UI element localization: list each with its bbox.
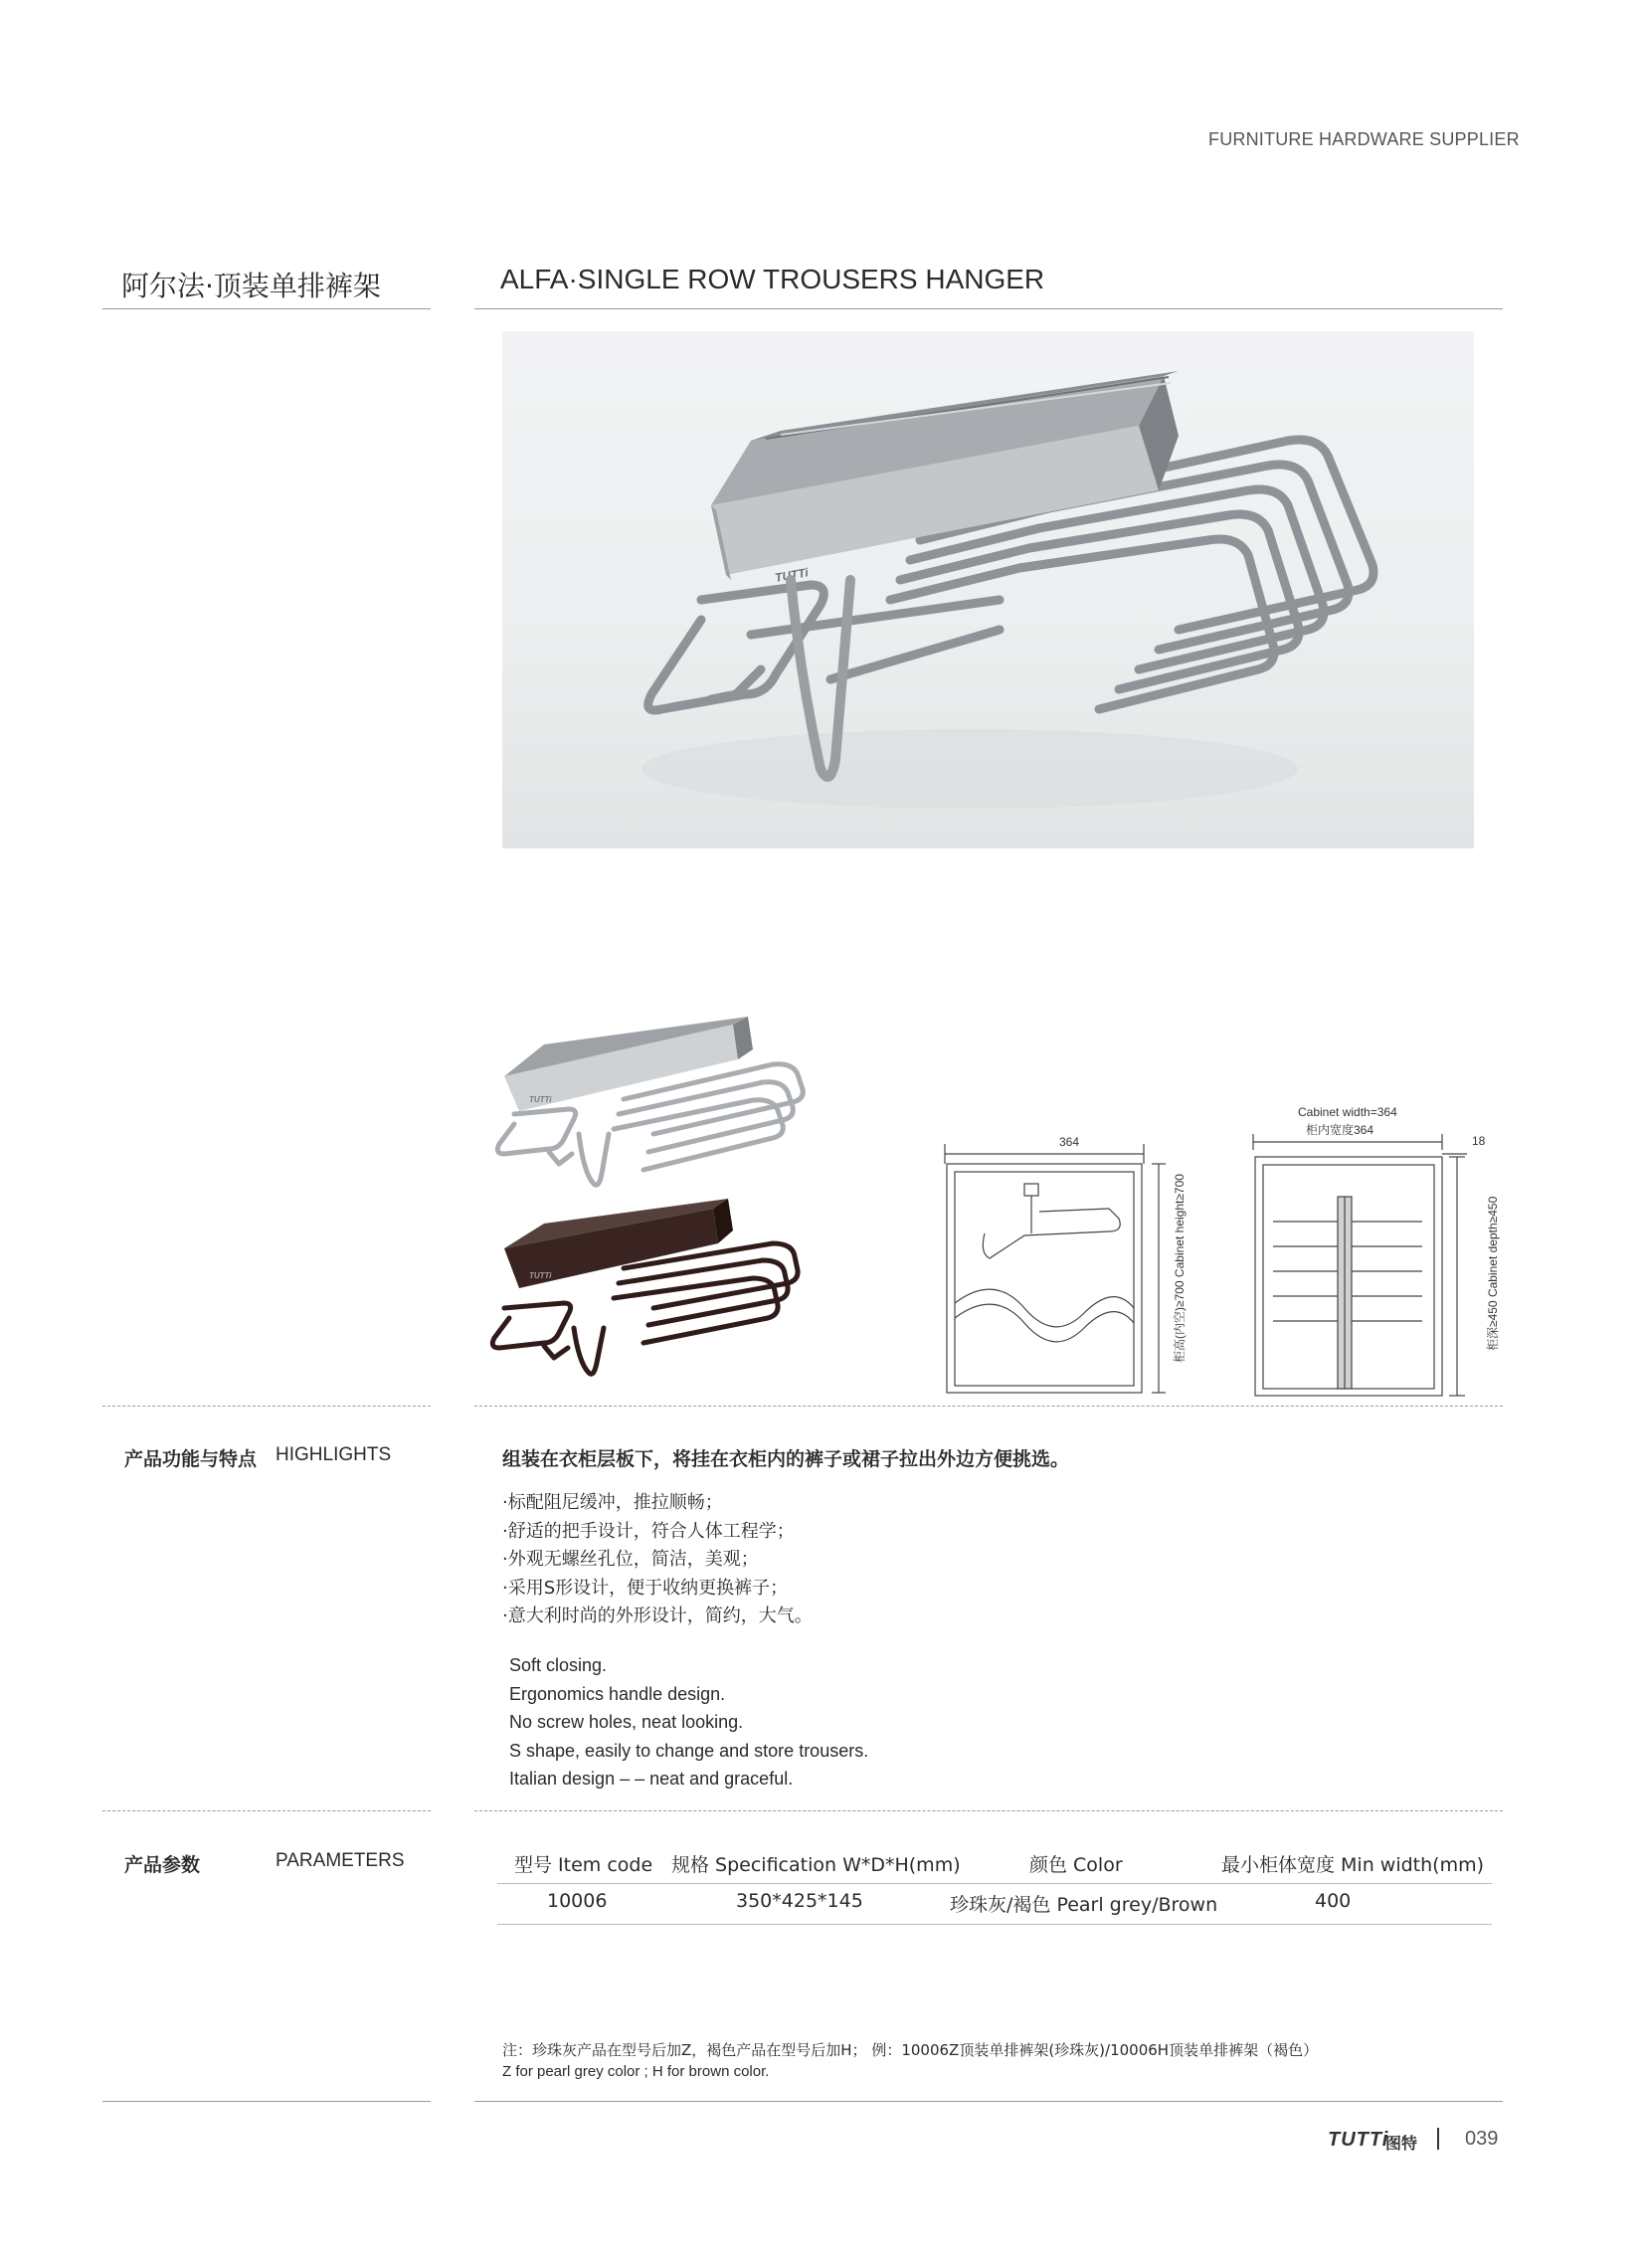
table-cell-item-code: 10006 bbox=[547, 1890, 608, 1912]
table-cell-specification: 350*425*145 bbox=[736, 1890, 863, 1912]
page-number: 039 bbox=[1465, 2128, 1499, 2150]
header-tagline: FURNITURE HARDWARE SUPPLIER bbox=[1208, 129, 1520, 149]
highlight-en-item: Soft closing. bbox=[509, 1655, 608, 1675]
highlight-en-item: S shape, easily to change and store trousers. bbox=[509, 1740, 869, 1761]
title-en: ALFA·SINGLE ROW TROUSERS HANGER bbox=[500, 264, 1045, 294]
footer-brand-logo: TUTTi bbox=[1328, 2129, 1389, 2151]
front-dimension-drawing bbox=[935, 1124, 1193, 1403]
highlights-en-list bbox=[509, 1651, 868, 1794]
table-header-min-width: 最小柜体宽度 Min width(mm) bbox=[1221, 1854, 1485, 1876]
table-cell-min-width: 400 bbox=[1315, 1890, 1352, 1912]
table-header-specification: 规格 Specification W*D*H(mm) bbox=[671, 1854, 961, 1876]
note-en: Z for pearl grey color ; H for brown color. bbox=[502, 2063, 770, 2080]
table-bottom-rule bbox=[497, 1924, 1492, 1925]
footer-separator bbox=[1437, 2128, 1439, 2150]
highlight-en-item: Ergonomics handle design. bbox=[509, 1683, 726, 1704]
highlights-rule-left bbox=[102, 1406, 431, 1407]
parameters-rule-right bbox=[474, 1810, 1503, 1811]
highlight-cn-item: ·采用S形设计，便于收纳更换裤子； bbox=[502, 1577, 789, 1599]
brown-variant-photo bbox=[484, 1199, 813, 1383]
main-product-photo bbox=[502, 331, 1474, 849]
notes-rule-right bbox=[474, 2101, 1503, 2102]
highlights-cn-list bbox=[502, 1489, 813, 1631]
side-offset-label: 18 bbox=[1472, 1134, 1486, 1148]
table-header-rule bbox=[497, 1883, 1492, 1884]
parameters-label-en: PARAMETERS bbox=[275, 1850, 405, 1871]
front-height-label: 柜高(内空)≥700 Cabinet height≥700 bbox=[1173, 1174, 1187, 1363]
parameters-label-cn: 产品参数 bbox=[124, 1854, 201, 1876]
table-cell-color: 珍珠灰/褐色 Pearl grey/Brown bbox=[950, 1894, 1218, 1916]
grey-variant-photo bbox=[484, 1015, 813, 1199]
main-photo-brand-mark: TUTTi bbox=[774, 565, 810, 585]
highlights-label-en: HIGHLIGHTS bbox=[275, 1444, 392, 1465]
title-cn: 阿尔法·顶装单排裤架 bbox=[121, 270, 381, 302]
highlights-rule-right bbox=[474, 1406, 1503, 1407]
highlights-intro: 组装在衣柜层板下，将挂在衣柜内的裤子或裙子拉出外边方便挑选。 bbox=[502, 1448, 1070, 1470]
highlight-cn-item: ·外观无螺丝孔位，简洁，美观； bbox=[502, 1549, 759, 1570]
parameters-rule-left bbox=[102, 1810, 431, 1811]
highlight-cn-item: ·意大利时尚的外形设计，简约，大气。 bbox=[502, 1606, 813, 1626]
brown-photo-brand-mark: TUTTi bbox=[529, 1271, 552, 1280]
table-header-color: 颜色 Color bbox=[1029, 1854, 1123, 1876]
table-header-item-code: 型号 Item code bbox=[514, 1854, 653, 1876]
note-cn: 注：珍珠灰产品在型号后加Z，褐色产品在型号后加H； 例：10006Z顶装单排裤架(珍珠灰)/10006H顶装单排裤架（褐色） bbox=[502, 2041, 1319, 2059]
highlight-en-item: No screw holes, neat looking. bbox=[509, 1712, 744, 1732]
front-width-label: 364 bbox=[1059, 1135, 1080, 1149]
title-rule-right bbox=[474, 308, 1503, 309]
highlights-label-cn: 产品功能与特点 bbox=[124, 1448, 258, 1470]
grey-photo-brand-mark: TUTTi bbox=[529, 1095, 552, 1104]
side-dimension-drawing bbox=[1228, 1102, 1507, 1403]
notes-rule-left bbox=[102, 2101, 431, 2102]
side-width-cn-label: 柜内宽度364 bbox=[1306, 1123, 1374, 1137]
highlight-en-item: Italian design – – neat and graceful. bbox=[509, 1769, 794, 1789]
title-rule-left bbox=[102, 308, 431, 309]
highlight-cn-item: ·舒适的把手设计，符合人体工程学； bbox=[502, 1520, 795, 1542]
highlight-cn-item: ·标配阻尼缓冲，推拉顺畅； bbox=[502, 1492, 723, 1513]
footer-brand-cn: 图特 bbox=[1385, 2134, 1418, 2153]
side-width-en-label: Cabinet width=364 bbox=[1298, 1105, 1397, 1119]
side-depth-label: 柜深≥450 Cabinet depth≥450 bbox=[1486, 1196, 1500, 1351]
